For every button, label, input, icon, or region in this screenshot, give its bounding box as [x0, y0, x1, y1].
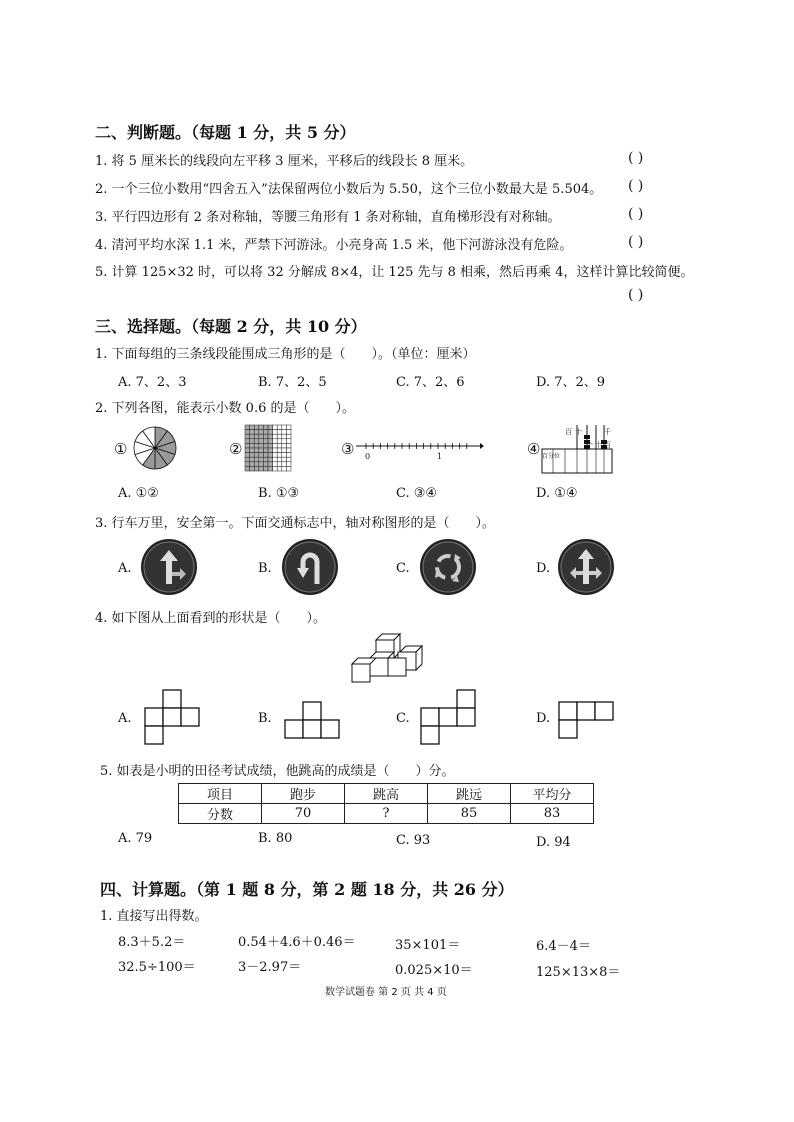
grid-cell	[273, 439, 278, 444]
calc-item: 32.5÷100＝	[118, 960, 196, 975]
grid-cell	[273, 462, 278, 467]
q1-option-b[interactable]: B. 7、2、5	[258, 375, 327, 390]
number-line-figure	[356, 440, 484, 462]
grid-cell	[268, 457, 273, 462]
q2-option-a[interactable]: A. ①②	[118, 486, 159, 501]
grid-cell	[254, 430, 259, 435]
calc-item: 0.025×10＝	[395, 963, 473, 978]
calc-item: 125×13×8＝	[536, 965, 621, 980]
q2-option-d[interactable]: D. ①④	[536, 486, 578, 501]
grid-cell	[277, 439, 282, 444]
grid-cell	[286, 434, 291, 439]
grid-cell	[263, 457, 268, 462]
grid-cell	[277, 462, 282, 467]
abacus-label-short-1: 百	[565, 428, 572, 436]
grid-cell	[268, 453, 273, 458]
grid-cell	[273, 434, 278, 439]
section-4-title: 四、计算题。（第 1 题 8 分，第 2 题 18 分，共 26 分）	[100, 880, 514, 899]
judge-item-2: 2. 一个三位小数用“四舍五入”法保留两位小数后为 5.50，这个三位小数最大是 5.504。	[95, 182, 603, 197]
grid-cell	[254, 462, 259, 467]
grid-cell	[282, 453, 287, 458]
view-option-d-figure	[558, 701, 618, 743]
table-cell: 83	[511, 804, 594, 824]
answer-blank-4[interactable]: ( )	[628, 234, 644, 250]
answer-blank-3[interactable]: ( )	[628, 206, 644, 222]
grid-cell	[282, 443, 287, 448]
cube-stack-figure	[348, 632, 424, 684]
grid-cell	[286, 425, 291, 430]
grid-cell	[277, 430, 282, 435]
grid-cell	[273, 466, 278, 471]
q5-option-a[interactable]: A. 79	[118, 831, 153, 846]
choice-q3-text: 3. 行车万里，安全第一。下面交通标志中，轴对称图形的是（ ）。	[95, 516, 496, 531]
q4-option-d[interactable]: D.	[536, 711, 551, 726]
grid-cell	[254, 425, 259, 430]
grid-cell	[268, 439, 273, 444]
traffic-sign-roundabout-icon	[419, 538, 477, 596]
grid-cell	[282, 439, 287, 444]
grid-cell	[277, 425, 282, 430]
table-cell: 分数	[179, 804, 262, 824]
judge-item-4: 4. 清河平均水深 1.1 米，严禁下河游泳。小亮身高 1.5 米，他下河游泳没有危险。	[95, 238, 573, 253]
answer-blank-5[interactable]: ( )	[628, 287, 644, 303]
abacus-label-short-2: 十	[575, 428, 582, 436]
calc-item: 35×101＝	[395, 938, 461, 953]
grid-cell	[250, 430, 255, 435]
fig-label-1: ①	[114, 440, 128, 458]
grid-cell	[282, 466, 287, 471]
grid-cell	[250, 434, 255, 439]
grid-cell	[277, 457, 282, 462]
grid-cell	[254, 443, 259, 448]
abacus-label-short-6: 千	[604, 428, 611, 436]
calc-item: 3－2.97＝	[238, 960, 302, 975]
grid-cell	[259, 443, 264, 448]
traffic-sign-straight-right-icon	[140, 538, 198, 596]
grid-cell	[254, 457, 259, 462]
grid-cell	[286, 462, 291, 467]
grid-cell	[250, 453, 255, 458]
q1-option-a[interactable]: A. 7、2、3	[118, 375, 187, 390]
traffic-sign-straight-left-right-icon	[557, 538, 615, 596]
choice-q2-text: 2. 下列各图，能表示小数 0.6 的是（ ）。	[95, 401, 355, 416]
grid-cell	[263, 462, 268, 467]
grid-cell	[254, 453, 259, 458]
arrow-right-icon	[480, 443, 484, 449]
grid-cell	[277, 453, 282, 458]
q2-option-c[interactable]: C. ③④	[396, 486, 438, 501]
grid-cell	[282, 462, 287, 467]
grid-cell	[282, 448, 287, 453]
circle-tenths-figure	[132, 425, 178, 471]
grid-cell	[268, 425, 273, 430]
section-3-title: 三、选择题。（每题 2 分，共 10 分）	[95, 317, 367, 336]
q1-option-c[interactable]: C. 7、2、6	[396, 375, 465, 390]
grid-cell	[286, 443, 291, 448]
grid-cell	[259, 453, 264, 458]
grid-cell	[268, 443, 273, 448]
grid-cell	[273, 425, 278, 430]
table-cell: 70	[262, 804, 345, 824]
judge-item-3: 3. 平行四边形有 2 条对称轴，等腰三角形有 1 条对称轴，直角梯形没有对称轴。	[95, 210, 561, 225]
grid-cell	[273, 430, 278, 435]
table-header-cell: 项目	[179, 784, 262, 804]
section-2-title: 二、判断题。（每题 1 分，共 5 分）	[95, 123, 356, 142]
grid-cell	[277, 448, 282, 453]
q4-option-a[interactable]: A.	[118, 711, 132, 726]
table-header-cell: 平均分	[511, 784, 594, 804]
table-header-cell: 跳远	[428, 784, 511, 804]
choice-q1-text: 1. 下面每组的三条线段能围成三角形的是（ ）。（单位：厘米）	[95, 347, 476, 362]
answer-blank-1[interactable]: ( )	[628, 150, 644, 166]
view-option-b-figure	[284, 701, 342, 743]
number-line-tick-1: 1	[437, 452, 443, 461]
grid-cell	[250, 466, 255, 471]
calc-item: 0.54＋4.6＋0.46＝	[238, 935, 356, 950]
grid-cell	[245, 425, 250, 430]
q4-option-c[interactable]: C.	[396, 711, 410, 726]
hundred-grid-figure	[244, 424, 292, 472]
abacus-label-short-4: 十	[595, 441, 602, 449]
grid-cell	[245, 448, 250, 453]
q5-option-b[interactable]: B. 80	[258, 831, 293, 846]
grid-cell	[250, 462, 255, 467]
grid-cell	[250, 457, 255, 462]
grid-cell	[245, 453, 250, 458]
table-cell: 85	[428, 804, 511, 824]
grid-cell	[286, 448, 291, 453]
grid-cell	[268, 430, 273, 435]
calc-q1-text: 1. 直接写出得数。	[100, 909, 208, 924]
grid-cell	[259, 466, 264, 471]
grid-cell	[277, 434, 282, 439]
q3-option-b[interactable]: B.	[258, 561, 272, 576]
grid-cell	[277, 443, 282, 448]
judge-item-1: 1. 将 5 厘米长的线段向左平移 3 厘米，平移后的线段长 8 厘米。	[95, 154, 474, 169]
grid-cell	[245, 434, 250, 439]
grid-cell	[245, 457, 250, 462]
abacus-label-short-5: 百	[604, 441, 611, 449]
grid-cell	[286, 430, 291, 435]
fig-label-4: ④	[527, 440, 541, 458]
grid-cell	[263, 439, 268, 444]
grid-cell	[273, 453, 278, 458]
grid-cell	[263, 443, 268, 448]
grid-cell	[286, 453, 291, 458]
q3-option-c[interactable]: C.	[396, 561, 410, 576]
table-cell: ?	[345, 804, 428, 824]
grid-cell	[263, 453, 268, 458]
grid-cell	[259, 434, 264, 439]
grid-cell	[259, 439, 264, 444]
grid-cell	[259, 425, 264, 430]
q5-option-d[interactable]: D. 94	[536, 835, 571, 850]
score-table	[178, 783, 594, 824]
grid-cell	[268, 434, 273, 439]
grid-cell	[263, 466, 268, 471]
grid-cell	[286, 457, 291, 462]
fig-label-2: ②	[229, 440, 243, 458]
q5-option-c[interactable]: C. 93	[396, 833, 431, 848]
fig-label-3: ③	[341, 440, 355, 458]
q1-option-d[interactable]: D. 7、2、9	[536, 375, 606, 390]
grid-cell	[254, 434, 259, 439]
grid-cell	[273, 457, 278, 462]
view-option-a-figure	[145, 689, 201, 747]
grid-cell	[273, 443, 278, 448]
grid-cell	[259, 448, 264, 453]
grid-cell	[273, 448, 278, 453]
grid-cell	[286, 466, 291, 471]
judge-item-5: 5. 计算 125×32 时，可以将 32 分解成 8×4，让 125 先与 8 相乘，然后再乘 4，这样计算比较简便。	[95, 265, 694, 280]
grid-cell	[268, 466, 273, 471]
grid-cell	[245, 462, 250, 467]
q4-option-b[interactable]: B.	[258, 711, 272, 726]
grid-cell	[286, 439, 291, 444]
calc-item: 6.4－4＝	[536, 939, 591, 954]
grid-cell	[277, 466, 282, 471]
grid-cell	[250, 425, 255, 430]
grid-cell	[282, 425, 287, 430]
abacus-bead	[584, 435, 590, 439]
grid-cell	[254, 466, 259, 471]
grid-cell	[250, 448, 255, 453]
number-line-tick-0: 0	[365, 452, 371, 461]
table-header-row	[179, 784, 594, 804]
grid-cell	[245, 439, 250, 444]
grid-cell	[282, 457, 287, 462]
q3-option-d[interactable]: D.	[536, 561, 551, 576]
grid-cell	[282, 430, 287, 435]
calc-item: 8.3＋5.2＝	[118, 935, 186, 950]
page-footer: 数学试题卷 第 2 页 共 4 页	[325, 987, 447, 998]
table-header-cell: 跑步	[262, 784, 345, 804]
traffic-sign-uturn-icon	[281, 538, 339, 596]
grid-cell	[254, 439, 259, 444]
grid-cell	[268, 462, 273, 467]
q2-option-b[interactable]: B. ①③	[258, 486, 300, 501]
grid-cell	[268, 448, 273, 453]
grid-cell	[282, 434, 287, 439]
grid-cell	[245, 466, 250, 471]
abacus-label-hundredths: 百分位	[542, 453, 561, 460]
choice-q5-text: 5. 如表是小明的田径考试成绩，他跳高的成绩是（ ）分。	[100, 764, 455, 779]
answer-blank-2[interactable]: ( )	[628, 178, 644, 194]
grid-cell	[259, 462, 264, 467]
q3-option-a[interactable]: A.	[118, 561, 132, 576]
grid-cell	[263, 430, 268, 435]
grid-cell	[245, 430, 250, 435]
grid-cell	[263, 425, 268, 430]
table-row	[179, 804, 594, 824]
view-option-c-figure	[420, 689, 478, 747]
grid-cell	[245, 443, 250, 448]
grid-cell	[263, 448, 268, 453]
grid-cell	[250, 439, 255, 444]
grid-cell	[259, 430, 264, 435]
grid-cell	[259, 457, 264, 462]
grid-cell	[250, 443, 255, 448]
table-header-cell: 跳高	[345, 784, 428, 804]
abacus-label-short-3: 个	[586, 441, 593, 449]
choice-q4-text: 4. 如下图从上面看到的形状是（ ）。	[95, 611, 327, 626]
grid-cell	[263, 434, 268, 439]
grid-cell	[254, 448, 259, 453]
